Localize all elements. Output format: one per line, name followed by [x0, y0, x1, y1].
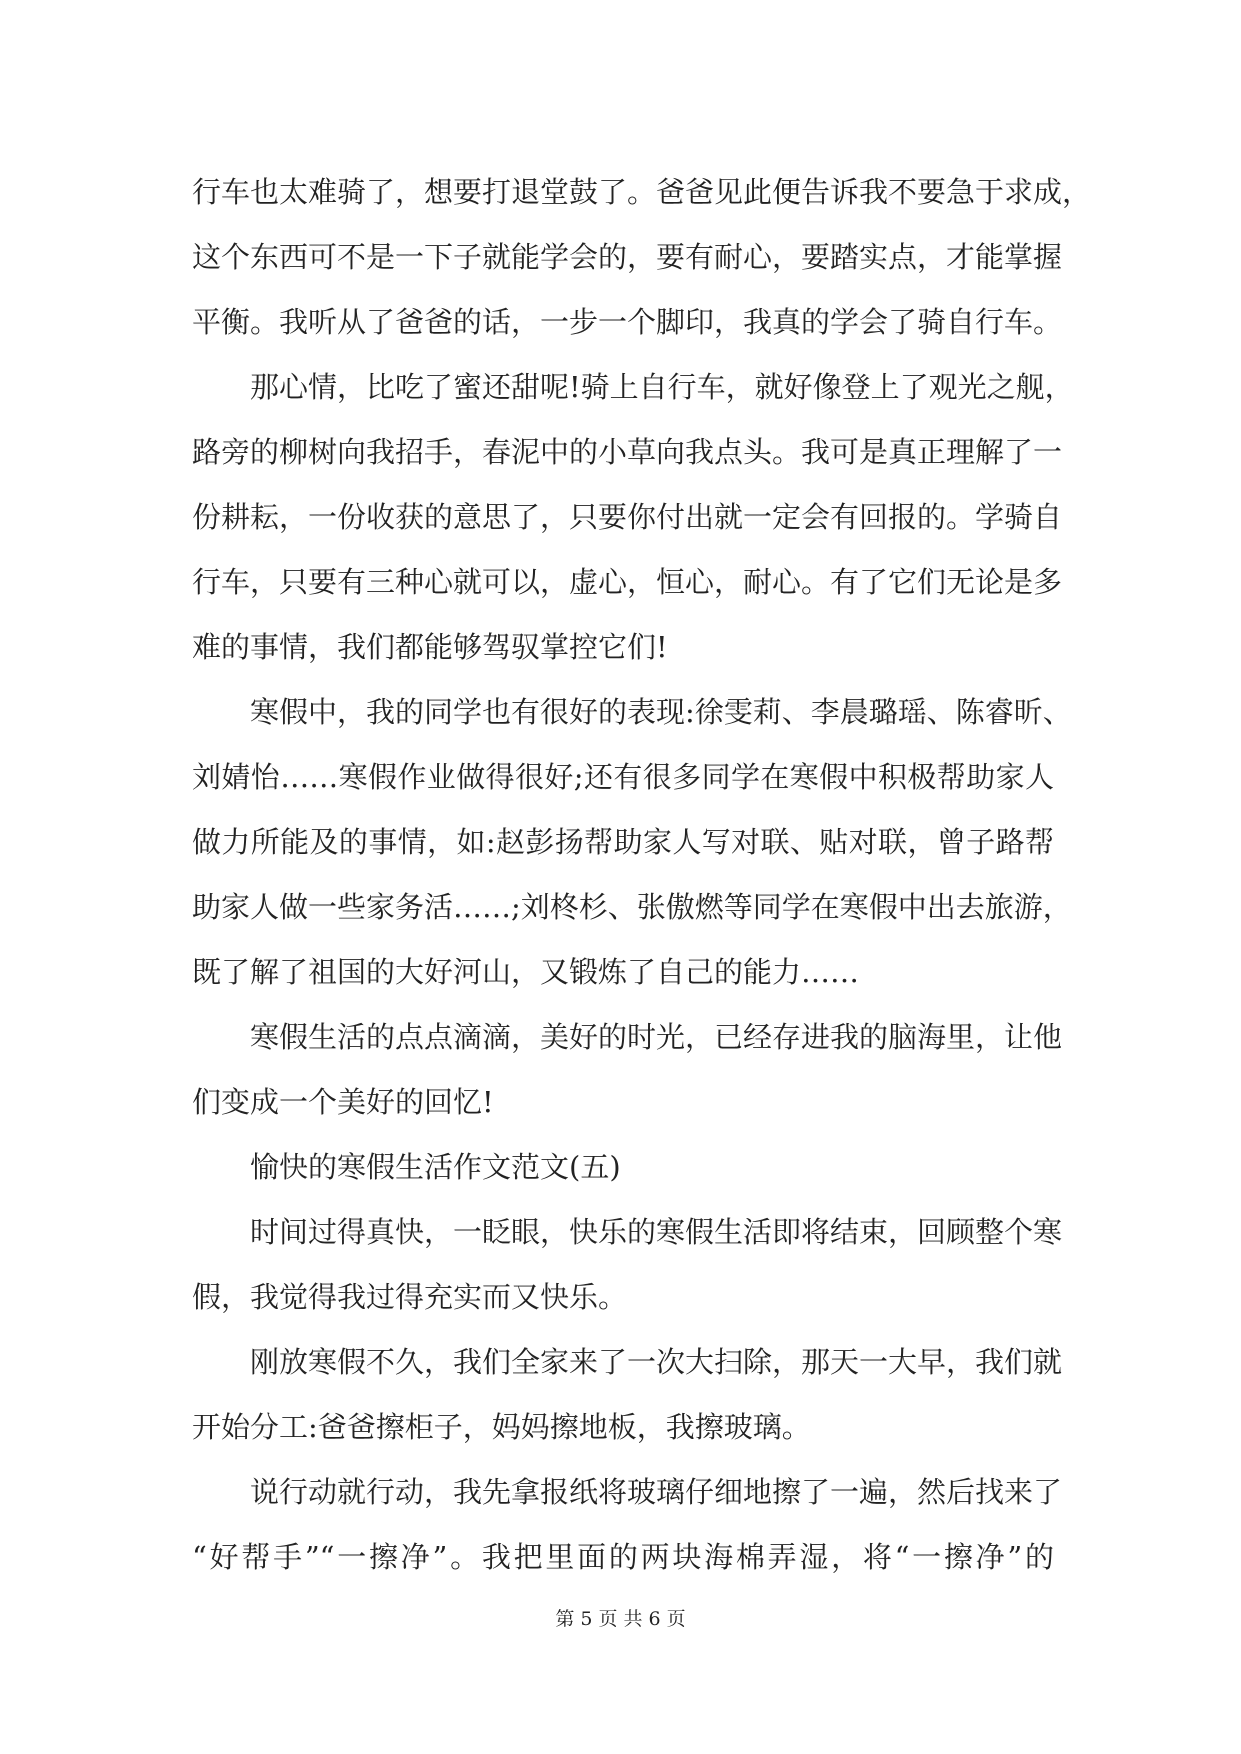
text-line: 行车，只要有三种心就可以，虚心，恒心，耐心。有了它们无论是多: [192, 565, 1063, 599]
text-line: 行车也太难骑了，想要打退堂鼓了。爸爸见此便告诉我不要急于求成，: [192, 175, 1092, 209]
paragraph: [192, 1135, 1054, 1200]
page-footer: 第 5 页 共 6 页: [555, 1608, 686, 1630]
text-line: 假，我觉得我过得充实而又快乐。: [192, 1280, 628, 1314]
paragraph: [192, 680, 1072, 1005]
text-line: 份耕耘，一份收获的意思了，只要你付出就一定会有回报的。学骑自: [192, 500, 1063, 534]
text-line: 难的事情，我们都能够驾驭掌控它们!: [192, 630, 668, 664]
paragraph: [192, 1460, 1063, 1590]
text-line: 那心情，比吃了蜜还甜呢!骑上自行车，就好像登上了观光之舰，: [250, 370, 1074, 404]
text-line: 们变成一个美好的回忆!: [192, 1085, 494, 1119]
text-line: 既了解了祖国的大好河山，又锻炼了自己的能力……: [192, 955, 860, 989]
text-line: 做力所能及的事情，如:赵彭扬帮助家人写对联、贴对联，曾子路帮: [192, 825, 1054, 859]
text-line: 愉快的寒假生活作文范文(五): [250, 1150, 621, 1184]
text-line: 开始分工:爸爸擦柜子，妈妈擦地板，我擦玻璃。: [192, 1410, 811, 1444]
text-line: 这个东西可不是一下子就能学会的，要有耐心，要踏实点，才能掌握: [192, 240, 1063, 274]
text-line: 时间过得真快，一眨眼，快乐的寒假生活即将结束，回顾整个寒: [250, 1215, 1063, 1249]
text-line: 说行动就行动，我先拿报纸将玻璃仔细地擦了一遍，然后找来了: [250, 1475, 1063, 1509]
text-line: “好帮手”“一擦净”。我把里面的两块海棉弄湿，将“一擦净”的: [192, 1540, 1054, 1574]
text-line: 路旁的柳树向我招手，春泥中的小草向我点头。我可是真正理解了一: [192, 435, 1063, 469]
text-line: 刘婧怡……寒假作业做得很好;还有很多同学在寒假中积极帮助家人: [192, 760, 1054, 794]
paragraph: [192, 1200, 1063, 1330]
text-line: 寒假中，我的同学也有很好的表现:徐雯莉、李晨璐瑶、陈睿昕、: [250, 695, 1072, 729]
paragraph: [192, 1330, 1063, 1460]
document-body: [192, 160, 1092, 1590]
text-line: 寒假生活的点点滴滴，美好的时光，已经存进我的脑海里，让他: [250, 1020, 1063, 1054]
text-line: 平衡。我听从了爸爸的话，一步一个脚印，我真的学会了骑自行车。: [192, 305, 1063, 339]
paragraph: [192, 355, 1074, 680]
text-line: 刚放寒假不久，我们全家来了一次大扫除，那天一大早，我们就: [250, 1345, 1063, 1379]
paragraph: [192, 1005, 1063, 1135]
paragraph: [192, 160, 1092, 355]
text-line: 助家人做一些家务活……;刘柊杉、张傲燃等同学在寒假中出去旅游，: [192, 890, 1072, 924]
